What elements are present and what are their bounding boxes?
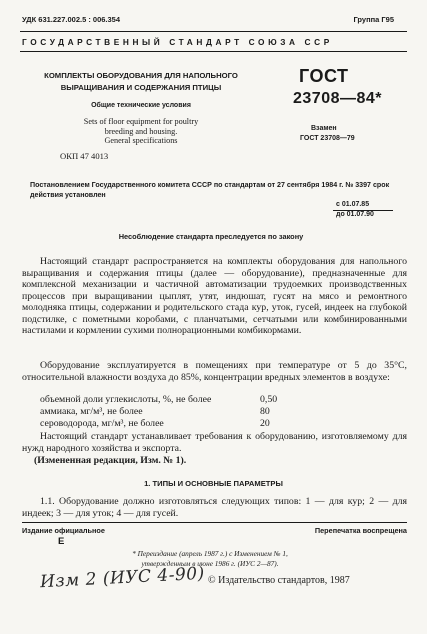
okp-code: ОКП 47 4013 <box>60 151 109 161</box>
document-subtitle: Общие технические условия <box>91 102 191 109</box>
table-row <box>40 394 300 406</box>
replaced-standard: ГОСТ 23708—79 <box>300 135 355 142</box>
row-value: 0,50 <box>260 394 278 405</box>
english-title <box>38 117 244 146</box>
row-label: сероводорода, мг/м³, не более <box>40 418 164 429</box>
header-rule-bottom <box>20 51 407 52</box>
paragraph-scope <box>22 256 407 337</box>
document-title: КОМПЛЕКТЫ ОБОРУДОВАНИЯ ДЛЯ НАПОЛЬНОГО ВЫРАЩИВАНИЯ И СОДЕРЖАНИЯ ПТИЦЫ <box>44 71 238 92</box>
effective-from-date: с 01.07.85 <box>336 201 370 208</box>
header-rule-top <box>20 31 407 32</box>
reprint-notice: Перепечатка воспрещена <box>314 526 407 535</box>
row-value: 20 <box>260 418 270 429</box>
reissue-footnote <box>110 549 310 568</box>
english-title-line: Sets of floor equipment for poultry <box>83 117 199 126</box>
replaced-label: Взамен <box>311 125 337 132</box>
copyright: © Издательство стандартов, 1987 <box>208 575 350 586</box>
air-limits-table <box>40 394 300 430</box>
footnote-line: * Переиздание (апрель 1987 г.) с Изменением № 1, <box>132 549 288 558</box>
section-heading: 1. ТИПЫ И ОСНОВНЫЕ ПАРАМЕТРЫ <box>144 479 283 488</box>
paragraph-requirements <box>22 431 407 454</box>
state-standard-banner: ГОСУДАРСТВЕННЫЙ СТАНДАРТ СОЮЗА ССР <box>22 37 333 47</box>
amendment-note: (Измененная редакция, Изм. № 1). <box>34 455 187 466</box>
gost-label: ГОСТ <box>299 66 349 86</box>
english-title-line: General specifications <box>104 136 178 145</box>
footnote-line: утвержденным в июне 1986 г. (ИУС 2—87). <box>141 558 279 568</box>
table-row <box>40 406 300 418</box>
row-label: аммиака, мг/м³, не более <box>40 406 143 417</box>
table-row <box>40 418 300 430</box>
decree-text: Постановлением Государственного комитета СССР по стандартам от 27 сентября 1984 г. № 3397 срок действия установлен <box>30 181 390 199</box>
paragraph-types-text: 1.1. Оборудование должно изготовляться следующих типов: 1 — для кур; 2 — для индеек; 3 — для уток; 4 — для гусей. <box>22 496 407 519</box>
official-edition: Издание официальное <box>22 526 105 535</box>
paragraph-conditions <box>22 360 407 383</box>
paragraph-conditions-text: Оборудование эксплуатируется в помещениях при температуре от 5 до 35°С, относительной влажности воздуха до 85%, концентрации вредных элементов в воздухе: <box>22 360 407 383</box>
edition-letter: Е <box>58 536 65 547</box>
paragraph-requirements-text: Настоящий стандарт устанавливает требования к оборудованию, изготовляемому для нужд народного хозяйства и экспорта. <box>22 431 407 454</box>
paragraph-types <box>22 496 407 519</box>
row-value: 80 <box>260 406 270 417</box>
group-code: Группа Г95 <box>353 15 394 24</box>
udk-code: УДК 631.227.002.5 : 006.354 <box>22 15 121 24</box>
row-label: объемной доли углекислоты, %, не более <box>40 394 212 405</box>
paragraph-scope-text: Настоящий стандарт распространяется на комплекты оборудования для напольного выращивания и содержания птицы (далее — оборудование), предназначенные для комплексной механизации и частичной автоматизации трудоемких производственных процессов при выращивании цыплят, утят, индюшат, гусят на мясо и ремонтного молодняка птицы, содержании и родительского стада кур, уток, гусей, индеек на глубокой подстилке, с пометными коробами, с планчатыми, сетчатыми или комбинированными настилами и кормлении сухими полнорационными комбикормами. <box>22 256 407 336</box>
penalty-notice: Несоблюдение стандарта преследуется по закону <box>118 232 304 241</box>
handwritten-note: Изм 2 (ИУС 4-90) <box>39 563 206 593</box>
footer-rule <box>22 522 407 523</box>
gost-number: 23708—84* <box>293 90 383 107</box>
effective-to-date: до 01.07.90 <box>336 211 374 218</box>
english-title-line: breeding and housing. <box>104 126 178 136</box>
